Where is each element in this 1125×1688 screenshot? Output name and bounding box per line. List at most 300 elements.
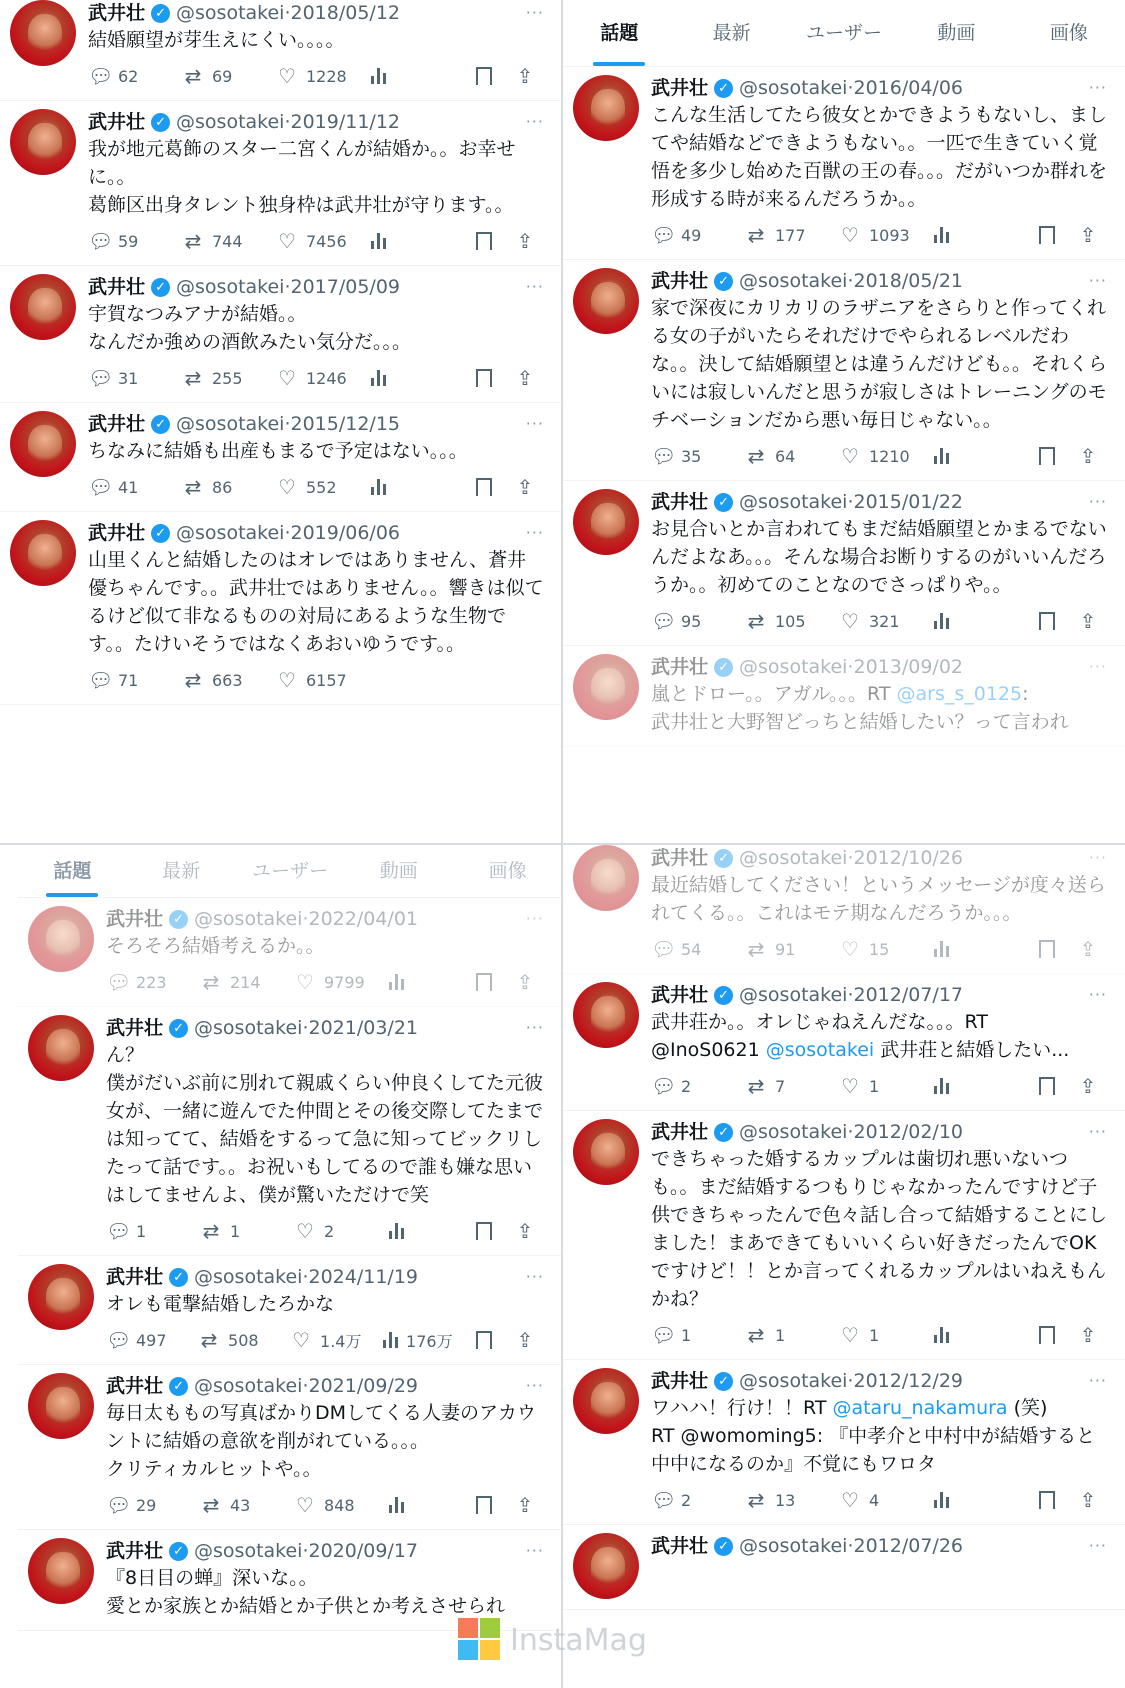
display-name[interactable]: 武井壮	[88, 522, 146, 544]
tweet[interactable]	[0, 266, 562, 403]
display-name[interactable]: 武井壮	[651, 1121, 709, 1143]
share-button[interactable]	[1077, 937, 1107, 961]
retweet-icon: ⇄	[184, 366, 202, 390]
tweet[interactable]	[18, 1256, 562, 1365]
retweet-button[interactable]: ⇄ 214	[200, 970, 294, 994]
reply-icon: 💬︎	[88, 475, 114, 499]
retweet-icon: ⇄	[184, 668, 202, 692]
retweet-button[interactable]: ⇄ 105	[745, 609, 839, 633]
reply-button[interactable]: 💬︎ 223	[106, 970, 167, 994]
reply-button[interactable]: 💬︎ 31	[88, 366, 139, 390]
bookmark-button[interactable]	[476, 67, 492, 85]
verified-badge-icon: ✓	[151, 4, 170, 23]
like-button[interactable]: ♡ 1	[839, 1323, 933, 1347]
handle-date: @sosotakei·2012/07/26	[739, 1535, 964, 1557]
more-icon[interactable]: ···	[1088, 1122, 1107, 1141]
share-icon: ⇪	[516, 229, 534, 253]
share-button[interactable]	[514, 64, 544, 88]
handle-date: @sosotakei·2013/09/02	[739, 656, 964, 678]
heart-icon: ♡	[296, 1219, 314, 1243]
share-button[interactable]	[514, 1493, 544, 1517]
panel-top-left	[0, 0, 562, 843]
share-icon: ⇪	[516, 475, 534, 499]
heart-icon: ♡	[841, 223, 859, 247]
display-name[interactable]: 武井壮	[106, 1540, 164, 1562]
retweet-button[interactable]: ⇄ 744	[182, 229, 276, 253]
tweet-text: 家で深夜にカリカリのラザニアをさらりと作ってくれる女の子がいたらそれだけでやられるレベルだわな。。決して結婚願望とは違うんだけども。。それくらいには寂しいんだと思うが寂しさはトレーニングのモチベーションだから悪い毎日じゃない。。	[651, 297, 1108, 431]
reply-button[interactable]: 💬︎ 95	[651, 609, 702, 633]
avatar[interactable]	[573, 1119, 639, 1185]
retweet-icon: ⇄	[184, 475, 202, 499]
retweet-button[interactable]: ⇄ 69	[182, 64, 276, 88]
display-name[interactable]: 武井壮	[88, 413, 146, 435]
search-tabs	[563, 0, 1125, 67]
avatar[interactable]	[10, 274, 76, 340]
views-button[interactable]: 176万	[382, 1329, 476, 1352]
more-icon[interactable]: ···	[525, 277, 544, 296]
handle-date: @sosotakei·2012/02/10	[739, 1121, 964, 1143]
tweet-text: 我が地元葛飾のスター二宮くんが結婚か。。お幸せに。。 葛飾区出身タレント独身枠は武井壮が守ります。。	[88, 138, 516, 216]
more-icon[interactable]: ···	[525, 1018, 544, 1037]
watermark	[458, 1618, 647, 1662]
fade-overlay	[0, 723, 562, 843]
like-button[interactable]: ♡ 1246	[276, 366, 370, 390]
more-icon[interactable]: ···	[1088, 78, 1107, 97]
retweet-button[interactable]: ⇄ 177	[745, 223, 839, 247]
share-button[interactable]	[514, 229, 544, 253]
bookmark-icon	[476, 1496, 492, 1514]
reply-icon: 💬︎	[651, 1074, 677, 1098]
more-icon[interactable]: ···	[525, 414, 544, 433]
bookmark-icon	[1039, 612, 1055, 630]
reply-icon: 💬︎	[651, 444, 677, 468]
display-name[interactable]: 武井壮	[106, 1266, 164, 1288]
like-button[interactable]: ♡ 15	[839, 937, 933, 961]
tweet-text: 宇賀なつみアナが結婚。。 なんだか強めの酒飲みたい気分だ。。。	[88, 303, 412, 353]
display-name[interactable]: 武井壮	[651, 1535, 709, 1557]
tweet-text: 嵐とドロー。。アガル。。。RT @ars_s_0125: 武井壮と大野智どっちと結婚したい？って言われ	[651, 683, 1069, 733]
handle-date: @sosotakei·2021/09/29	[194, 1375, 419, 1397]
views-icon	[933, 1078, 951, 1094]
handle-date: @sosotakei·2022/04/01	[194, 908, 419, 930]
avatar[interactable]	[28, 1264, 94, 1330]
retweet-icon: ⇄	[202, 970, 220, 994]
more-icon[interactable]: ···	[525, 112, 544, 131]
tweet[interactable]	[563, 646, 1125, 747]
tweet-text: ワハハ！行け！！RT @ataru_nakamura (笑) RT @womoming5: 『中孝介と中村中が結婚すると中中になるのか』不覚にもワロタ	[651, 1397, 1096, 1475]
verified-badge-icon: ✓	[714, 272, 733, 291]
avatar[interactable]	[573, 654, 639, 720]
more-icon[interactable]: ···	[525, 1267, 544, 1286]
share-icon: ⇪	[1079, 937, 1097, 961]
avatar[interactable]	[28, 1373, 94, 1439]
share-button[interactable]	[514, 970, 544, 994]
handle-date: @sosotakei·2012/07/17	[739, 984, 964, 1006]
bookmark-button[interactable]	[1039, 1491, 1055, 1509]
handle-date: @sosotakei·2017/05/09	[176, 276, 401, 298]
more-icon[interactable]: ···	[525, 3, 544, 22]
heart-icon: ♡	[296, 970, 314, 994]
share-icon: ⇪	[516, 1219, 534, 1243]
share-button[interactable]	[1077, 1488, 1107, 1512]
views-button[interactable]	[933, 1078, 1013, 1094]
bookmark-button[interactable]	[1039, 1077, 1055, 1095]
share-icon: ⇪	[1079, 1074, 1097, 1098]
share-button[interactable]	[514, 1328, 544, 1352]
tab-video[interactable]: 動画	[379, 860, 418, 882]
handle-date: @sosotakei·2019/11/12	[176, 111, 401, 133]
share-button[interactable]	[514, 366, 544, 390]
tweet[interactable]	[563, 67, 1125, 260]
tweet-text: ちなみに結婚も出産もまるで予定はない。。。	[88, 440, 468, 462]
retweet-button[interactable]: ⇄ 91	[745, 937, 839, 961]
avatar[interactable]	[28, 1538, 94, 1604]
like-button[interactable]: ♡ 1210	[839, 444, 933, 468]
views-button[interactable]	[388, 1497, 468, 1513]
bookmark-button[interactable]	[476, 478, 492, 496]
reply-button[interactable]: 💬︎ 1	[651, 1323, 692, 1347]
tab-images[interactable]: 画像	[488, 860, 527, 882]
bookmark-button[interactable]	[476, 1222, 492, 1240]
bookmark-button[interactable]	[476, 369, 492, 387]
views-icon	[933, 613, 951, 629]
tab-latest[interactable]: 最新	[712, 22, 751, 44]
tweet[interactable]	[18, 1007, 562, 1256]
avatar[interactable]	[573, 268, 639, 334]
views-button[interactable]	[370, 233, 450, 249]
more-icon[interactable]: ···	[525, 1376, 544, 1395]
heart-icon: ♡	[278, 64, 296, 88]
watermark-text: InstaMag	[510, 1622, 647, 1658]
like-button[interactable]: ♡ 552	[276, 475, 370, 499]
display-name[interactable]: 武井壮	[106, 908, 164, 930]
reply-icon: 💬︎	[651, 609, 677, 633]
verified-badge-icon: ✓	[714, 79, 733, 98]
retweet-icon: ⇄	[747, 1323, 765, 1347]
verified-badge-icon: ✓	[169, 910, 188, 929]
handle-date: @sosotakei·2016/04/06	[739, 77, 964, 99]
verified-badge-icon: ✓	[169, 1019, 188, 1038]
tweet[interactable]	[563, 260, 1125, 481]
views-icon	[370, 479, 388, 495]
share-button[interactable]	[1077, 444, 1107, 468]
more-icon[interactable]: ···	[1088, 1371, 1107, 1390]
retweet-button[interactable]: ⇄ 255	[182, 366, 276, 390]
tweet-text: ん？ 僕がだいぶ前に別れて親戚くらい仲良くしてた元彼女が、一緒に遊んでた仲間とその後交際してたまでは知ってて、結婚をするって急に知ってビックリしたって話です。。お祝いもしてるので誰も嫌な思いはしてませんよ、僕が驚いただけで笑	[106, 1044, 544, 1206]
tweet[interactable]	[0, 0, 562, 101]
views-icon	[933, 448, 951, 464]
reply-button[interactable]: 💬︎ 41	[88, 475, 139, 499]
display-name[interactable]: 武井壮	[88, 111, 146, 133]
heart-icon: ♡	[296, 1493, 314, 1517]
handle-date: @sosotakei·2020/09/17	[194, 1540, 419, 1562]
bookmark-icon	[1039, 1077, 1055, 1095]
bookmark-button[interactable]	[1039, 1326, 1055, 1344]
tweet[interactable]	[0, 512, 562, 705]
reply-button[interactable]: 💬︎ 59	[88, 229, 139, 253]
share-button[interactable]	[1077, 223, 1107, 247]
reply-icon: 💬︎	[88, 64, 114, 88]
views-button[interactable]	[933, 448, 1013, 464]
share-button[interactable]	[514, 1219, 544, 1243]
more-icon[interactable]: ···	[525, 1541, 544, 1560]
retweet-button[interactable]: ⇄ 13	[745, 1488, 839, 1512]
bookmark-icon	[1039, 447, 1055, 465]
like-button[interactable]: ♡ 1228	[276, 64, 370, 88]
bookmark-button[interactable]	[476, 1496, 492, 1514]
like-button[interactable]: ♡ 6157	[276, 668, 370, 692]
more-icon[interactable]: ···	[525, 909, 544, 928]
reply-button[interactable]: 💬︎ 2	[651, 1074, 692, 1098]
tweet-text: 結婚願望が芽生えにくい。。。。	[88, 29, 345, 51]
bookmark-button[interactable]	[1039, 226, 1055, 244]
tab-latest[interactable]: 最新	[162, 860, 201, 882]
retweet-button[interactable]: ⇄ 86	[182, 475, 276, 499]
avatar[interactable]	[28, 906, 94, 972]
avatar[interactable]	[10, 520, 76, 586]
retweet-icon: ⇄	[747, 1488, 765, 1512]
tab-top[interactable]: 話題	[563, 0, 675, 66]
views-button[interactable]	[933, 1492, 1013, 1508]
tweet-text: 山里くんと結婚したのはオレではありません、蒼井優ちゃんです。。武井壮ではありません。。響きは似てるけど似て非なるものの対局にあるような生物です。。たけいそうではなくあおいゆうです。。	[88, 549, 544, 655]
more-icon[interactable]: ···	[1088, 1536, 1107, 1555]
tab-video[interactable]: 動画	[937, 22, 976, 44]
retweet-button[interactable]: ⇄ 43	[200, 1493, 294, 1517]
share-button[interactable]	[1077, 1074, 1107, 1098]
mention-link[interactable]: @ars_s_0125	[896, 683, 1023, 705]
display-name[interactable]: 武井壮	[651, 984, 709, 1006]
display-name[interactable]: 武井壮	[106, 1017, 164, 1039]
bookmark-icon	[476, 1331, 492, 1349]
verified-badge-icon: ✓	[151, 415, 170, 434]
bookmark-button[interactable]	[476, 232, 492, 250]
views-button[interactable]	[388, 974, 468, 990]
panel-divider-horizontal	[0, 843, 1125, 845]
retweet-icon: ⇄	[202, 1493, 220, 1517]
bookmark-icon	[476, 232, 492, 250]
views-button[interactable]	[370, 479, 450, 495]
mention-link[interactable]: @sosotakei	[765, 1039, 875, 1061]
reply-icon: 💬︎	[651, 223, 677, 247]
reply-icon: 💬︎	[106, 1493, 132, 1517]
heart-icon: ♡	[841, 937, 859, 961]
bookmark-button[interactable]	[476, 973, 492, 991]
tweet[interactable]	[18, 898, 562, 1007]
display-name[interactable]: 武井壮	[88, 2, 146, 24]
like-button[interactable]: ♡ 848	[294, 1493, 388, 1517]
tweet[interactable]	[18, 1365, 562, 1530]
views-button[interactable]	[933, 941, 1013, 957]
views-icon	[388, 1497, 406, 1513]
avatar[interactable]	[573, 1533, 639, 1599]
like-button[interactable]: ♡ 1	[839, 1074, 933, 1098]
verified-badge-icon: ✓	[714, 1372, 733, 1391]
verified-badge-icon: ✓	[714, 1537, 733, 1556]
bookmark-button[interactable]	[1039, 940, 1055, 958]
retweet-icon: ⇄	[202, 1219, 220, 1243]
views-icon	[370, 233, 388, 249]
avatar[interactable]	[573, 1368, 639, 1434]
tweet[interactable]	[18, 1530, 562, 1631]
handle-date: @sosotakei·2015/01/22	[739, 491, 964, 513]
reply-button[interactable]: 💬︎ 497	[106, 1328, 167, 1352]
retweet-icon: ⇄	[747, 444, 765, 468]
tweet-text: 毎日太ももの写真ばかりDMしてくる人妻のアカウントに結婚の意欲を削がれている。。。 クリティカルヒットや。。	[106, 1402, 536, 1480]
more-icon[interactable]: ···	[1088, 657, 1107, 676]
more-icon[interactable]: ···	[1088, 985, 1107, 1004]
display-name[interactable]: 武井壮	[88, 276, 146, 298]
panel-bottom-left	[0, 845, 562, 1688]
retweet-button[interactable]: ⇄ 64	[745, 444, 839, 468]
avatar[interactable]	[10, 0, 76, 66]
retweet-icon: ⇄	[747, 937, 765, 961]
reply-button[interactable]: 💬︎ 2	[651, 1488, 692, 1512]
more-icon[interactable]: ···	[1088, 271, 1107, 290]
views-button[interactable]	[388, 1223, 468, 1239]
handle-date: @sosotakei·2012/10/26	[739, 847, 964, 869]
reply-button[interactable]: 💬︎ 1	[106, 1219, 147, 1243]
views-icon	[933, 1492, 951, 1508]
reply-icon: 💬︎	[106, 1219, 132, 1243]
tweet[interactable]	[0, 101, 562, 266]
bookmark-icon	[1039, 1326, 1055, 1344]
more-icon[interactable]: ···	[1088, 848, 1107, 867]
bookmark-button[interactable]	[1039, 612, 1055, 630]
avatar[interactable]	[28, 1015, 94, 1081]
heart-icon: ♡	[841, 609, 859, 633]
avatar[interactable]	[10, 109, 76, 175]
tab-users[interactable]: ユーザー	[806, 22, 883, 44]
like-button[interactable]: ♡ 1.4万	[290, 1328, 382, 1352]
reply-button[interactable]: 💬︎ 62	[88, 64, 139, 88]
views-icon	[382, 1332, 400, 1348]
tweet[interactable]	[563, 1111, 1125, 1360]
tweet[interactable]	[563, 1525, 1125, 1610]
mention-link[interactable]: @ataru_nakamura	[832, 1397, 1008, 1419]
like-button[interactable]: ♡ 4	[839, 1488, 933, 1512]
reply-icon: 💬︎	[651, 1488, 677, 1512]
views-icon	[933, 227, 951, 243]
reply-icon: 💬︎	[88, 668, 114, 692]
reply-button[interactable]: 💬︎ 49	[651, 223, 702, 247]
share-icon: ⇪	[1079, 1488, 1097, 1512]
tab-users[interactable]: ユーザー	[251, 860, 328, 882]
share-icon: ⇪	[516, 1328, 534, 1352]
verified-badge-icon: ✓	[714, 986, 733, 1005]
share-icon: ⇪	[1079, 1323, 1097, 1347]
reply-icon: 💬︎	[651, 937, 677, 961]
reply-button[interactable]: 💬︎ 29	[106, 1493, 157, 1517]
display-name[interactable]: 武井壮	[651, 77, 709, 99]
like-button[interactable]: ♡ 7456	[276, 229, 370, 253]
views-button[interactable]	[933, 227, 1013, 243]
avatar[interactable]	[573, 982, 639, 1048]
reply-icon: 💬︎	[88, 366, 114, 390]
retweet-icon: ⇄	[747, 1074, 765, 1098]
verified-badge-icon: ✓	[169, 1268, 188, 1287]
avatar[interactable]	[573, 845, 639, 911]
retweet-icon: ⇄	[184, 64, 202, 88]
share-icon: ⇪	[516, 970, 534, 994]
retweet-button[interactable]: ⇄ 508	[198, 1328, 290, 1352]
reply-button[interactable]: 💬︎ 71	[88, 668, 139, 692]
views-button[interactable]	[933, 1327, 1013, 1343]
tweet-text: できちゃった婚するカップルは歯切れ悪いないつも。。まだ結婚するつもりじゃなかったんですけど子供できちゃったんで色々話し合って結婚することにしました！まあできてもいいくらい好きだったんでOKですけど！！とか言ってくれるカップルはいねえもんかね？	[651, 1148, 1108, 1310]
bookmark-button[interactable]	[476, 1331, 492, 1349]
tab-images[interactable]: 画像	[1049, 22, 1088, 44]
share-icon: ⇪	[516, 1493, 534, 1517]
like-button[interactable]: ♡ 321	[839, 609, 933, 633]
heart-icon: ♡	[841, 1323, 859, 1347]
share-icon: ⇪	[1079, 444, 1097, 468]
like-button[interactable]: ♡ 2	[294, 1219, 388, 1243]
avatar[interactable]	[10, 411, 76, 477]
tweet[interactable]	[563, 845, 1125, 974]
like-button[interactable]: ♡ 9799	[294, 970, 388, 994]
heart-icon: ♡	[278, 668, 296, 692]
bookmark-icon	[476, 973, 492, 991]
bookmark-icon	[1039, 226, 1055, 244]
retweet-icon: ⇄	[747, 223, 765, 247]
display-name[interactable]: 武井壮	[651, 270, 709, 292]
avatar[interactable]	[573, 75, 639, 141]
display-name[interactable]: 武井壮	[651, 491, 709, 513]
reply-icon: 💬︎	[106, 970, 132, 994]
bookmark-button[interactable]	[1039, 447, 1055, 465]
tweet[interactable]	[563, 481, 1125, 646]
avatar[interactable]	[573, 489, 639, 555]
share-button[interactable]	[1077, 1323, 1107, 1347]
tab-top[interactable]: 話題	[18, 845, 127, 897]
share-button[interactable]	[1077, 609, 1107, 633]
retweet-button[interactable]: ⇄ 1	[200, 1219, 294, 1243]
display-name[interactable]: 武井壮	[651, 847, 709, 869]
share-button[interactable]	[514, 475, 544, 499]
panel-bottom-right	[563, 845, 1125, 1688]
more-icon[interactable]: ···	[1088, 492, 1107, 511]
views-icon	[933, 1327, 951, 1343]
tweet[interactable]	[0, 403, 562, 512]
retweet-button[interactable]: ⇄ 1	[745, 1323, 839, 1347]
views-icon	[370, 68, 388, 84]
bookmark-icon	[476, 478, 492, 496]
tweet[interactable]	[563, 974, 1125, 1111]
like-button[interactable]: ♡ 1093	[839, 223, 933, 247]
display-name[interactable]: 武井壮	[651, 656, 709, 678]
verified-badge-icon: ✓	[169, 1542, 188, 1561]
bookmark-icon	[1039, 940, 1055, 958]
reply-button[interactable]: 💬︎ 54	[651, 937, 702, 961]
display-name[interactable]: 武井壮	[106, 1375, 164, 1397]
tweet[interactable]	[563, 1360, 1125, 1525]
tweet-text: こんな生活してたら彼女とかできようもないし、ましてや結婚などできようもない。。一匹で生きていく覚悟を多少し始めた百獣の王の春。。。だがいつか群れを形成する時が来るんだろうか。。	[651, 104, 1108, 210]
views-icon	[933, 941, 951, 957]
bookmark-icon	[476, 1222, 492, 1240]
reply-button[interactable]: 💬︎ 35	[651, 444, 702, 468]
display-name[interactable]: 武井壮	[651, 1370, 709, 1392]
bookmark-icon	[1039, 1491, 1055, 1509]
retweet-button[interactable]: ⇄ 7	[745, 1074, 839, 1098]
retweet-button[interactable]: ⇄ 663	[182, 668, 276, 692]
handle-date: @sosotakei·2024/11/19	[194, 1266, 419, 1288]
more-icon[interactable]: ···	[525, 523, 544, 542]
views-button[interactable]	[370, 370, 450, 386]
views-button[interactable]	[370, 68, 450, 84]
share-icon: ⇪	[1079, 223, 1097, 247]
views-button[interactable]	[933, 613, 1013, 629]
heart-icon: ♡	[841, 444, 859, 468]
views-icon	[388, 1223, 406, 1239]
